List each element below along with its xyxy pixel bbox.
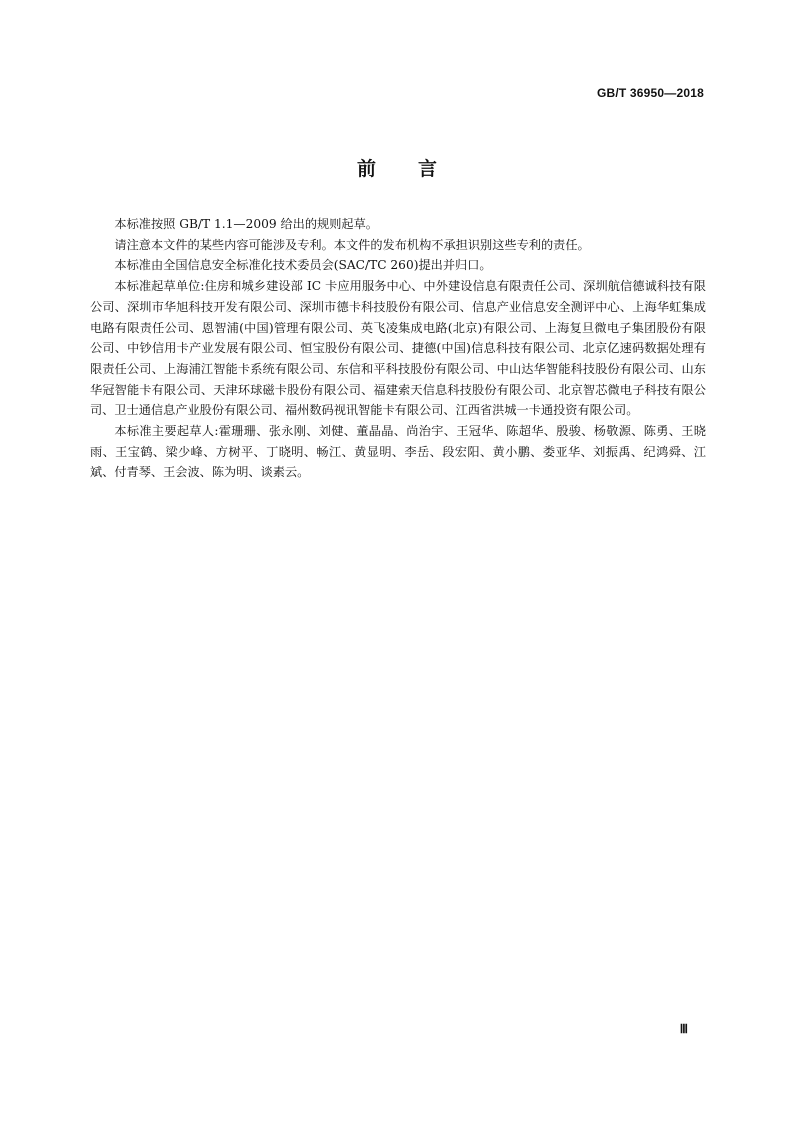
- body-text: [90, 214, 706, 483]
- paragraph-patent-notice: 请注意本文件的某些内容可能涉及专利。本文件的发布机构不承担识别这些专利的责任。: [114, 237, 590, 252]
- page-number: Ⅲ: [679, 1022, 688, 1036]
- paragraph-drafters: 本标准主要起草人:霍珊珊、张永刚、刘健、董晶晶、尚治宇、王冠华、陈超华、殷骏、杨敬源、陈勇、王晓雨、王宝鹤、梁少峰、方树平、丁晓明、畅江、黄显明、李岳、段宏阳、黄小鹏、娄亚华、刘振禹、纪鸿舜、江斌、付青琴、王会波、陈为明、谈素云。: [90, 424, 706, 480]
- page-title: 前言: [356, 158, 479, 180]
- standard-number: GB/T 36950—2018: [596, 86, 704, 100]
- paragraph-drafting-rules: 本标准按照 GB/T 1.1—2009 给出的规则起草。: [114, 217, 378, 231]
- paragraph-drafting-units: 本标准起草单位:住房和城乡建设部 IC 卡应用服务中心、中外建设信息有限责任公司、深圳航信德诚科技有限公司、深圳市华旭科技开发有限公司、深圳市德卡科技股份有限公司、信息产业信息安全测评中心、上海华虹集成电路有限责任公司、恩智浦(中国)管理有限公司、英飞凌集成电路(北京)有限公司、上海复旦微电子集团股份有限公司、中钞信用卡产业发展有限公司、恒宝股份有限公司、捷德(中国)信息科技有限公司、北京亿速码数据处理有限责任公司、上海浦江智能卡系统有限公司、东信和平科技股份有限公司、中山达华智能科技股份有限公司、山东华冠智能卡有限公司、天津环球磁卡股份有限公司、福建索天信息科技股份有限公司、北京智芯微电子科技有限公司、卫士通信息产业股份有限公司、福州数码视讯智能卡有限公司、江西省洪城一卡通投资有限公司。: [90, 279, 706, 418]
- paragraph-proposer: 本标准由全国信息安全标准化技术委员会(SAC/TC 260)提出并归口。: [114, 258, 492, 273]
